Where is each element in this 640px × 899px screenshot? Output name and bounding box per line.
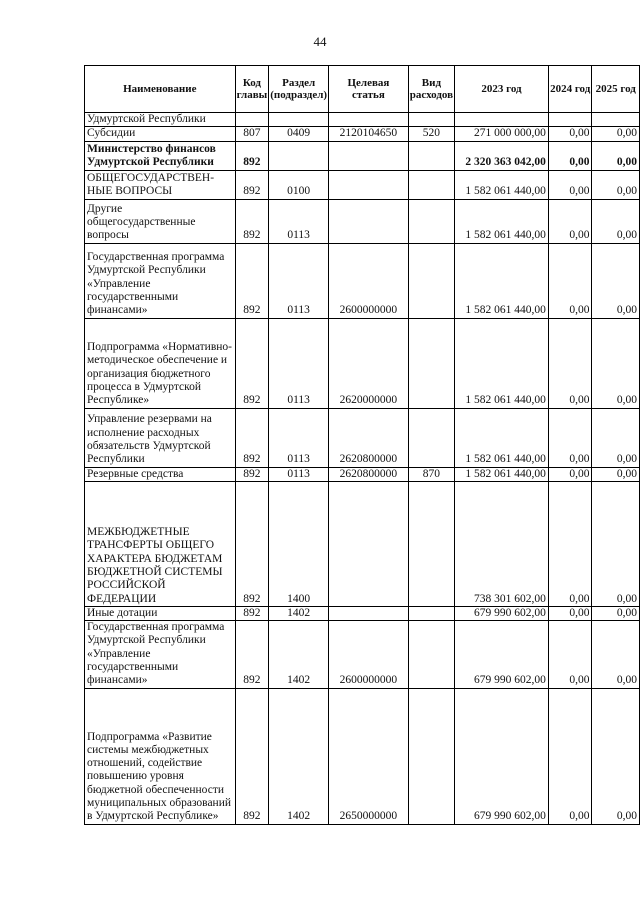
cell-target — [329, 170, 409, 199]
page-number: 44 — [313, 34, 327, 49]
cell-y2024: 0,00 — [548, 621, 592, 688]
col-header-2025: 2025 год — [592, 66, 640, 113]
cell-y2025: 0,00 — [592, 199, 640, 243]
cell-code: 892 — [235, 688, 269, 824]
col-header-name: Наименование — [85, 66, 236, 113]
cell-section: 1400 — [269, 481, 329, 606]
cell-name: Субсидии — [85, 127, 236, 141]
cell-section: 0113 — [269, 408, 329, 467]
cell-y2024 — [548, 113, 592, 127]
table-row — [85, 467, 640, 481]
cell-y2025: 0,00 — [592, 170, 640, 199]
cell-y2023: 1 582 061 440,00 — [455, 199, 549, 243]
cell-code: 892 — [235, 408, 269, 467]
cell-code: 892 — [235, 141, 269, 170]
cell-code: 807 — [235, 127, 269, 141]
cell-name: Иные дотации — [85, 606, 236, 620]
cell-y2025: 0,00 — [592, 688, 640, 824]
cell-section — [269, 113, 329, 127]
cell-type — [408, 688, 454, 824]
cell-name: Подпрограмма «Развитие системы межбюджетных отношений, содействие повышению уровня бюджетной обеспеченности муниципальных образований в Удмуртской Республике» — [85, 688, 236, 824]
cell-target — [329, 141, 409, 170]
cell-section: 0100 — [269, 170, 329, 199]
cell-type: 520 — [408, 127, 454, 141]
cell-type — [408, 141, 454, 170]
cell-name: Государственная программа Удмуртской Республики «Управление государственными финансами» — [85, 621, 236, 688]
cell-y2024: 0,00 — [548, 318, 592, 408]
cell-y2023: 679 990 602,00 — [455, 621, 549, 688]
table-row — [85, 688, 640, 824]
table-row — [85, 127, 640, 141]
cell-y2024: 0,00 — [548, 481, 592, 606]
cell-name: Государственная программа Удмуртской Республики «Управление государственными финансами» — [85, 243, 236, 318]
cell-code: 892 — [235, 318, 269, 408]
cell-code: 892 — [235, 621, 269, 688]
cell-target: 2650000000 — [329, 688, 409, 824]
cell-code: 892 — [235, 170, 269, 199]
cell-code: 892 — [235, 467, 269, 481]
cell-y2025: 0,00 — [592, 141, 640, 170]
cell-name: Управление резервами на исполнение расходных обязательств Удмуртской Республики — [85, 408, 236, 467]
table-row — [85, 243, 640, 318]
cell-y2024: 0,00 — [548, 467, 592, 481]
cell-type — [408, 481, 454, 606]
table-row — [85, 408, 640, 467]
cell-name: Удмуртской Республики — [85, 113, 236, 127]
cell-y2023: 1 582 061 440,00 — [455, 243, 549, 318]
cell-target — [329, 199, 409, 243]
cell-type — [408, 318, 454, 408]
col-header-code: Код главы — [235, 66, 269, 113]
table-row — [85, 113, 640, 127]
cell-target — [329, 113, 409, 127]
cell-y2023: 738 301 602,00 — [455, 481, 549, 606]
cell-y2024: 0,00 — [548, 141, 592, 170]
cell-y2024: 0,00 — [548, 199, 592, 243]
cell-y2025: 0,00 — [592, 318, 640, 408]
cell-y2023: 271 000 000,00 — [455, 127, 549, 141]
cell-y2023: 1 582 061 440,00 — [455, 467, 549, 481]
table-row — [85, 621, 640, 688]
cell-y2023: 1 582 061 440,00 — [455, 170, 549, 199]
cell-y2025: 0,00 — [592, 467, 640, 481]
cell-section: 0113 — [269, 318, 329, 408]
cell-y2023: 1 582 061 440,00 — [455, 318, 549, 408]
cell-target: 2600000000 — [329, 621, 409, 688]
table-row — [85, 606, 640, 620]
cell-y2024: 0,00 — [548, 688, 592, 824]
cell-y2025: 0,00 — [592, 127, 640, 141]
cell-target: 2620000000 — [329, 318, 409, 408]
cell-type: 870 — [408, 467, 454, 481]
cell-y2025: 0,00 — [592, 481, 640, 606]
table-row — [85, 170, 640, 199]
table-row — [85, 199, 640, 243]
cell-section: 0113 — [269, 199, 329, 243]
cell-code: 892 — [235, 481, 269, 606]
cell-y2024: 0,00 — [548, 606, 592, 620]
budget-table — [84, 65, 640, 825]
cell-target: 2120104650 — [329, 127, 409, 141]
cell-target — [329, 481, 409, 606]
cell-section: 0113 — [269, 467, 329, 481]
cell-y2024: 0,00 — [548, 243, 592, 318]
col-header-type: Вид расходов — [408, 66, 454, 113]
table-row — [85, 141, 640, 170]
cell-type — [408, 170, 454, 199]
cell-y2023: 679 990 602,00 — [455, 688, 549, 824]
cell-type — [408, 199, 454, 243]
cell-target: 2600000000 — [329, 243, 409, 318]
cell-y2024: 0,00 — [548, 408, 592, 467]
cell-y2023 — [455, 113, 549, 127]
cell-target: 2620800000 — [329, 408, 409, 467]
cell-y2023: 679 990 602,00 — [455, 606, 549, 620]
cell-name: ОБЩЕГОСУДАРСТВЕН-НЫЕ ВОПРОСЫ — [85, 170, 236, 199]
col-header-target: Целевая статья — [329, 66, 409, 113]
cell-type — [408, 113, 454, 127]
col-header-2023: 2023 год — [455, 66, 549, 113]
cell-target — [329, 606, 409, 620]
cell-type — [408, 621, 454, 688]
table-row — [85, 481, 640, 606]
header-row — [85, 66, 640, 113]
cell-y2025: 0,00 — [592, 621, 640, 688]
cell-y2025 — [592, 113, 640, 127]
cell-target: 2620800000 — [329, 467, 409, 481]
cell-name: Другие общегосударственные вопросы — [85, 199, 236, 243]
cell-y2025: 0,00 — [592, 408, 640, 467]
col-header-section: Раздел (подраздел) — [269, 66, 329, 113]
cell-name: МЕЖБЮДЖЕТНЫЕ ТРАНСФЕРТЫ ОБЩЕГО ХАРАКТЕРА БЮДЖЕТАМ БЮДЖЕТНОЙ СИСТЕМЫ РОССИЙСКОЙ ФЕДЕРАЦИИ — [85, 481, 236, 606]
cell-section: 0409 — [269, 127, 329, 141]
cell-name: Подпрограмма «Нормативно-методическое обеспечение и организация бюджетного процесса в Удмуртской Республике» — [85, 318, 236, 408]
cell-section: 1402 — [269, 606, 329, 620]
cell-y2023: 2 320 363 042,00 — [455, 141, 549, 170]
cell-name: Министерство финансов Удмуртской Республики — [85, 141, 236, 170]
cell-y2025: 0,00 — [592, 606, 640, 620]
cell-code: 892 — [235, 606, 269, 620]
cell-y2023: 1 582 061 440,00 — [455, 408, 549, 467]
cell-section: 1402 — [269, 621, 329, 688]
cell-y2025: 0,00 — [592, 243, 640, 318]
col-header-2024: 2024 год — [548, 66, 592, 113]
cell-section: 0113 — [269, 243, 329, 318]
cell-section: 1402 — [269, 688, 329, 824]
cell-name: Резервные средства — [85, 467, 236, 481]
cell-type — [408, 606, 454, 620]
table-body — [85, 113, 640, 825]
cell-y2024: 0,00 — [548, 170, 592, 199]
cell-type — [408, 408, 454, 467]
cell-code: 892 — [235, 243, 269, 318]
cell-type — [408, 243, 454, 318]
cell-y2024: 0,00 — [548, 127, 592, 141]
cell-section — [269, 141, 329, 170]
cell-code: 892 — [235, 199, 269, 243]
cell-code — [235, 113, 269, 127]
table-row — [85, 318, 640, 408]
